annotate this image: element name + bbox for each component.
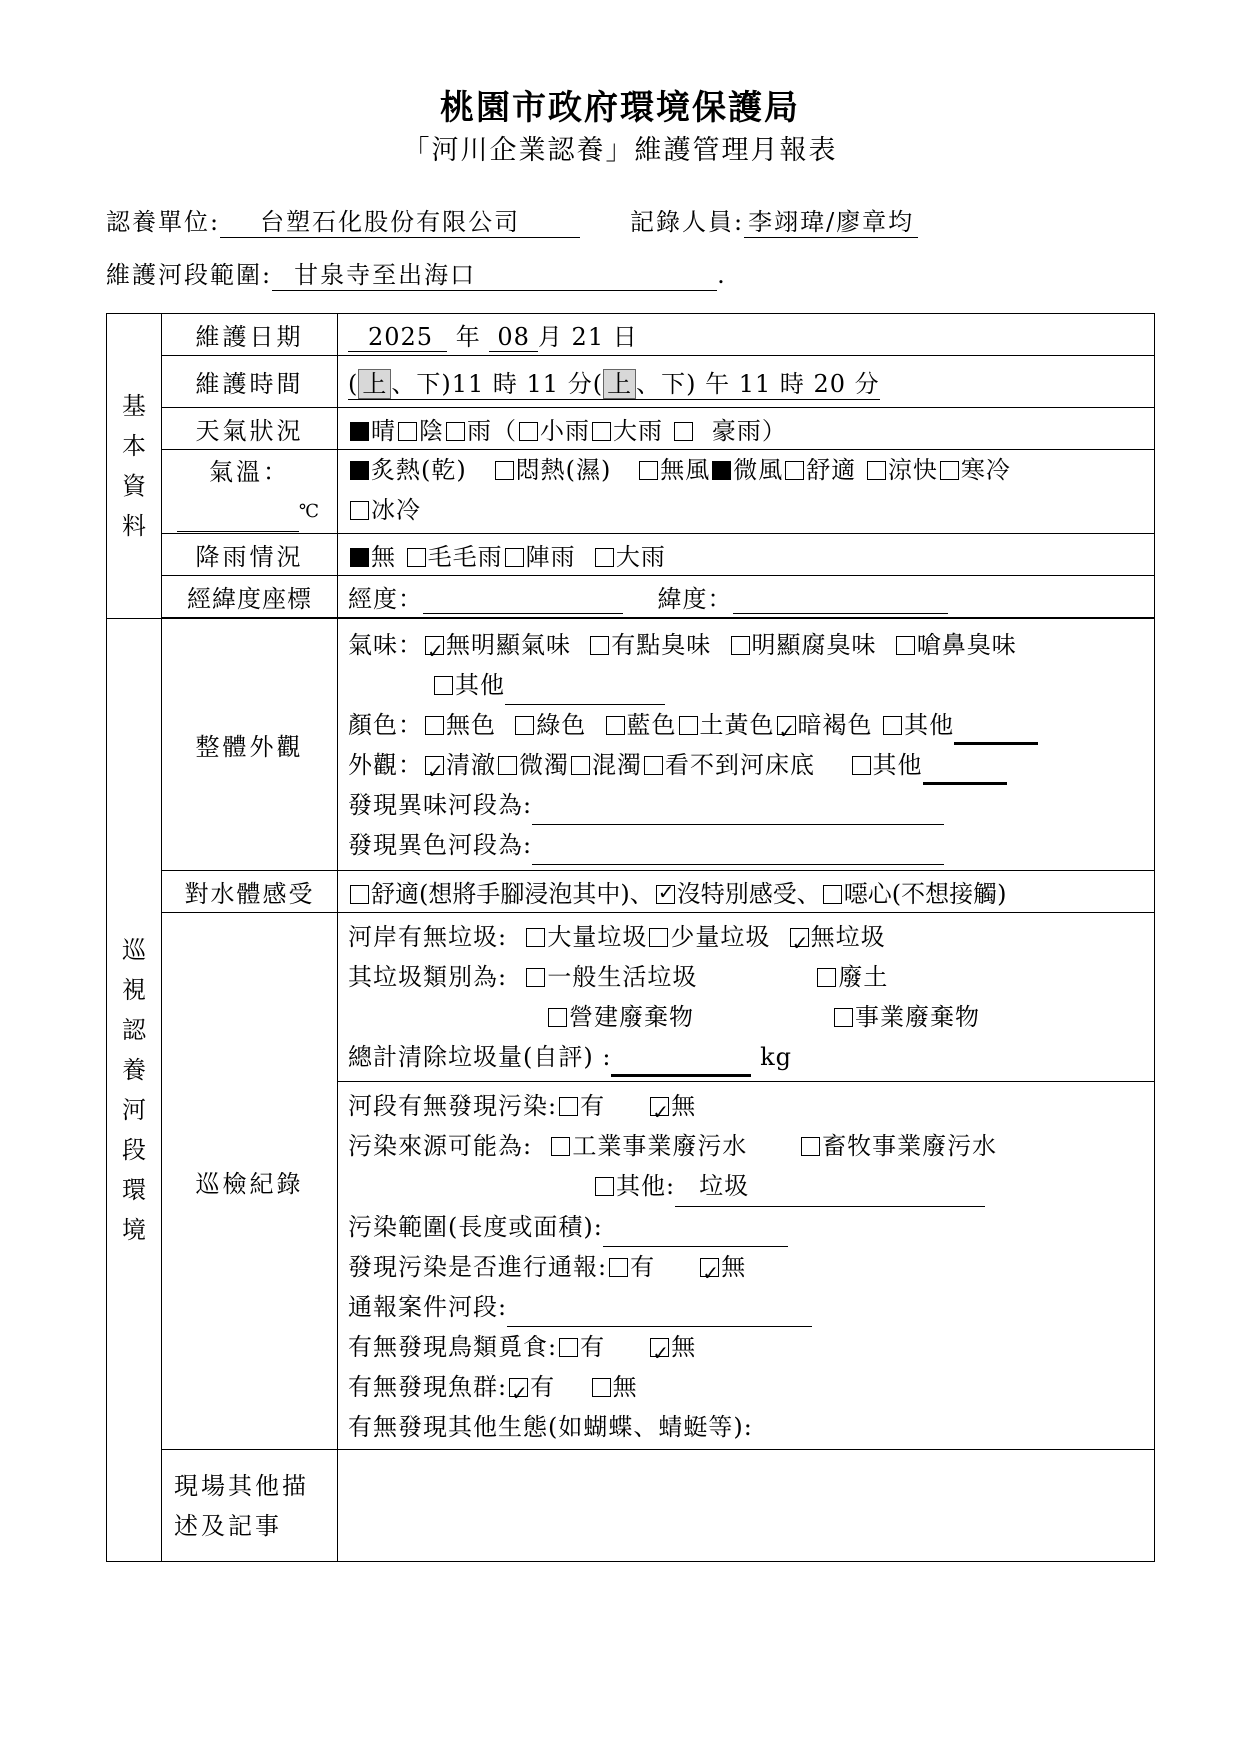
temperature-input[interactable] xyxy=(177,509,299,532)
coordinates-label: 經緯度座標 xyxy=(162,576,338,618)
checkbox-light-rain[interactable] xyxy=(519,422,538,441)
checkbox-color-green[interactable] xyxy=(515,716,534,735)
checkbox-color-other[interactable] xyxy=(883,716,902,735)
checkbox-feel-disgust[interactable] xyxy=(823,885,842,904)
weather-options: 晴 陰 雨（ 小雨 大雨 豪雨） xyxy=(338,408,1155,450)
river-range-label: 維護河段範圍: xyxy=(106,261,273,289)
adopt-unit-value[interactable]: 台塑石化股份有限公司 xyxy=(220,202,580,238)
maintenance-date-label: 維護日期 xyxy=(162,314,338,356)
checkbox-source-livestock[interactable] xyxy=(801,1137,820,1156)
checkbox-report-no[interactable] xyxy=(700,1258,719,1277)
checkbox-drizzle[interactable] xyxy=(407,548,426,567)
pollution-range-input[interactable] xyxy=(603,1216,788,1247)
checkbox-no-rain[interactable] xyxy=(350,548,369,567)
color-other-input[interactable] xyxy=(954,712,1038,745)
checkbox-freezing[interactable] xyxy=(350,501,369,520)
checkbox-type-soil[interactable] xyxy=(817,968,836,987)
checkbox-look-other[interactable] xyxy=(852,756,871,775)
checkbox-type-biz[interactable] xyxy=(834,1008,853,1027)
checkbox-pollute-no[interactable] xyxy=(650,1097,669,1116)
checkbox-look-clear[interactable] xyxy=(425,756,444,775)
patrol-record-fields: 河岸有無垃圾: 大量垃圾 少量垃圾 ✓ 無垃圾 其垃圾類別為: 一般生活垃圾 廢土 營建廢棄物 事業廢棄物 總計清除垃圾量(自評) : kg 河段有無發現污染: 有 ✓ 無 污染來源可能為: 工業事業廢污水 畜牧事業廢污水 其他: 垃圾 污染範圍(長度或面積): 發現污染是否進行通報: 有 ✓ 無 通報案件河段: 有無發現鳥類覓食: 有 ✓ 無 有無發現魚群:✓ 有 無 有無發現其他生態(如蝴蝶、蜻蜓等): xyxy=(338,913,1155,1450)
checkbox-hot-wet[interactable] xyxy=(495,461,514,480)
notes-content[interactable] xyxy=(338,1450,1155,1562)
rainfall-label: 降雨情況 xyxy=(162,534,338,576)
overall-appearance-label: 整體外觀 xyxy=(162,619,338,871)
checkbox-bank-none[interactable] xyxy=(790,928,809,947)
checkbox-sunny[interactable] xyxy=(350,422,369,441)
checkbox-source-industry[interactable] xyxy=(551,1137,570,1156)
checkbox-type-life[interactable] xyxy=(526,968,545,987)
checkbox-cold[interactable] xyxy=(940,461,959,480)
checkbox-heavy-rainfall[interactable] xyxy=(595,548,614,567)
total-waste-input[interactable] xyxy=(611,1044,751,1077)
section-basic-info: 基本資料 xyxy=(107,314,162,619)
checkbox-bird-yes[interactable] xyxy=(559,1338,578,1357)
water-feeling-label: 對水體感受 xyxy=(162,871,338,913)
checkbox-bird-no[interactable] xyxy=(650,1338,669,1357)
agency-title: 桃園市政府環境保護局 xyxy=(440,88,800,128)
water-feeling-options: 舒適(想將手腳浸泡其中)、✓ 沒特別感受、 噁心(不想接觸) xyxy=(338,871,1155,913)
checkbox-color-blue[interactable] xyxy=(606,716,625,735)
checkbox-cloudy[interactable] xyxy=(398,422,417,441)
checkbox-no-wind[interactable] xyxy=(639,461,658,480)
checkbox-look-turbid[interactable] xyxy=(571,756,590,775)
checkbox-smell-pungent[interactable] xyxy=(896,636,915,655)
checkbox-bank-few[interactable] xyxy=(649,928,668,947)
source-other-value[interactable]: 垃圾 xyxy=(675,1166,753,1207)
river-range-row: 維護河段範圍: 甘泉寺至出海口 . xyxy=(106,255,727,291)
checkbox-source-other[interactable] xyxy=(595,1177,614,1196)
recorder-row xyxy=(630,202,918,238)
checkbox-feel-none[interactable] xyxy=(656,885,675,904)
report-table xyxy=(106,313,1155,1562)
checkbox-feel-comfort[interactable] xyxy=(350,885,369,904)
adopt-unit-row xyxy=(106,202,580,238)
checkbox-storm[interactable] xyxy=(674,422,693,441)
temperature-label: 氣溫： ℃ xyxy=(162,450,338,534)
report-case-input[interactable] xyxy=(507,1296,812,1327)
checkbox-bank-lots[interactable] xyxy=(526,928,545,947)
river-range-value[interactable]: 甘泉寺至出海口 xyxy=(272,255,717,291)
checkbox-smell-none[interactable] xyxy=(425,636,444,655)
checkbox-color-none[interactable] xyxy=(425,716,444,735)
section-patrol: 巡視認養河段環境 xyxy=(107,619,162,1562)
checkbox-pollute-yes[interactable] xyxy=(559,1097,578,1116)
maintenance-time-label: 維護時間 xyxy=(162,356,338,408)
temperature-options: 炙熱(乾) 悶熱(濕) 無風 微風 舒適 涼快 寒冷 冰冷 xyxy=(338,450,1155,534)
checkbox-rain[interactable] xyxy=(446,422,465,441)
checkbox-smell-rot[interactable] xyxy=(731,636,750,655)
checkbox-fish-yes[interactable] xyxy=(509,1378,528,1397)
checkbox-shower[interactable] xyxy=(505,548,524,567)
coordinates-values: 經度： 緯度： xyxy=(338,576,1155,618)
checkbox-smell-other[interactable] xyxy=(434,676,453,695)
checkbox-hot-dry[interactable] xyxy=(350,461,369,480)
odd-color-input[interactable] xyxy=(532,834,944,865)
checkbox-fish-no[interactable] xyxy=(592,1378,611,1397)
checkbox-type-build[interactable] xyxy=(548,1008,567,1027)
form-subtitle: 「河川企業認養」維護管理月報表 xyxy=(402,135,838,166)
checkbox-heavy-rain[interactable] xyxy=(592,422,611,441)
patrol-record-label: 巡檢紀錄 xyxy=(162,913,338,1450)
checkbox-smell-slight[interactable] xyxy=(590,636,609,655)
checkbox-breeze[interactable] xyxy=(712,461,731,480)
recorder-value[interactable]: 李翊瑋/廖章均 xyxy=(744,202,918,238)
checkbox-comfortable[interactable] xyxy=(785,461,804,480)
longitude-input[interactable] xyxy=(423,583,623,614)
am-selected-2[interactable]: 上 xyxy=(603,369,636,399)
rainfall-options: 無 毛毛雨 陣雨 大雨 xyxy=(338,534,1155,576)
recorder-label: 記錄人員: xyxy=(630,208,745,236)
weather-label: 天氣狀況 xyxy=(162,408,338,450)
checkbox-color-yellow[interactable] xyxy=(679,716,698,735)
overall-appearance-fields: 氣味：✓ 無明顯氣味 有點臭味 明顯腐臭味 嗆鼻臭味 其他 顏色： 無色 綠色 藍色 土黃色✓ 暗褐色 其他 外觀：✓ 清澈 微濁 混濁 看不到河床底 其他 發現異味河段為: 發現異色河段為: xyxy=(338,619,1155,871)
look-other-input[interactable] xyxy=(923,752,1007,785)
checkbox-cool[interactable] xyxy=(867,461,886,480)
notes-label: 現場其他描述及記事 xyxy=(162,1450,338,1562)
checkbox-report-yes[interactable] xyxy=(609,1258,628,1277)
adopt-unit-label: 認養單位: xyxy=(106,208,221,236)
checkbox-color-brown[interactable] xyxy=(777,716,796,735)
smell-other-input[interactable] xyxy=(505,674,665,705)
checkbox-look-slight[interactable] xyxy=(498,756,517,775)
latitude-input[interactable] xyxy=(733,583,948,614)
maintenance-time-value[interactable]: ( 上 、下)11 時 11 分( 上 、下) 午 11 時 20 分 xyxy=(338,356,1155,408)
odd-smell-input[interactable] xyxy=(532,794,944,825)
maintenance-date-value[interactable]: 2025 年 08 月 21 日 xyxy=(338,314,1155,356)
am-selected-1[interactable]: 上 xyxy=(358,369,391,399)
checkbox-look-nobed[interactable] xyxy=(644,756,663,775)
